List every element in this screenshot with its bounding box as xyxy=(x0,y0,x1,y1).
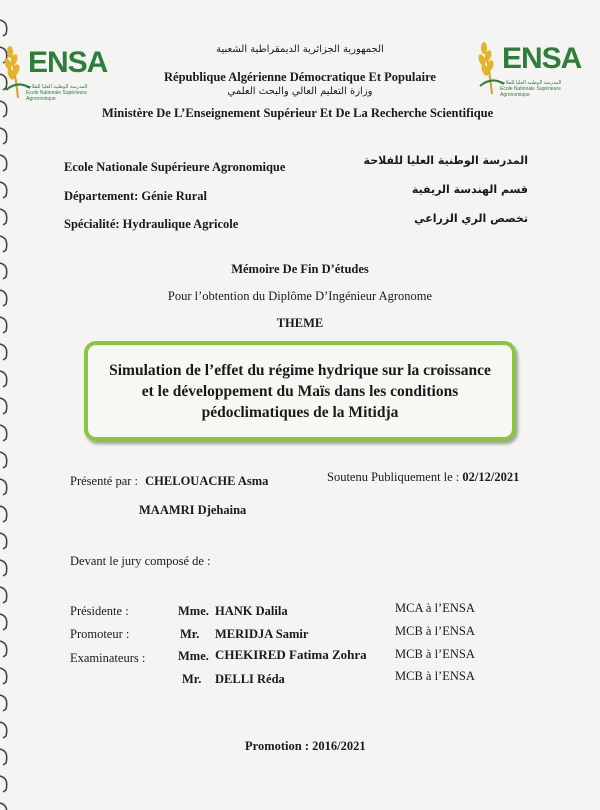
jury-grade: MCB à l’ENSA xyxy=(395,669,475,683)
spiral-loop xyxy=(0,668,7,684)
jury-title: Mr. xyxy=(180,627,200,641)
spiral-loop xyxy=(0,506,7,522)
spiral-loop xyxy=(0,155,7,171)
logo-subtitle: المدرسة الوطنية العليا للفلاحة Ecole Nationale Supérieure Agronomique xyxy=(500,80,562,98)
jury-name: HANK Dalila xyxy=(215,604,288,618)
school-name: Ecole Nationale Supérieure Agronomique xyxy=(64,160,286,174)
spiral-loop xyxy=(0,533,7,549)
presented-by-label: Présenté par : xyxy=(70,474,139,488)
jury-title: Mme. xyxy=(178,604,209,618)
jury-title: Mr. xyxy=(182,672,202,686)
jury-name: CHEKIRED Fatima Zohra xyxy=(215,647,367,662)
logo-name: ENSA xyxy=(28,46,108,79)
memoire-title: Mémoire De Fin D’études xyxy=(231,262,369,276)
binding-spiral xyxy=(0,0,14,810)
jury-title: Mme. xyxy=(178,649,209,663)
theme-label: THEME xyxy=(276,316,324,330)
specialty-ar: تخصص الري الزراعي xyxy=(414,212,528,225)
spiral-loop xyxy=(0,371,7,387)
defense-info xyxy=(327,470,519,485)
ministry-title: Ministère De L’Enseignement Supérieur Et De La Recherche Scientifique xyxy=(102,106,494,120)
jury-grade: MCB à l’ENSA xyxy=(395,647,475,661)
spiral-loop xyxy=(0,479,7,495)
defense-label: Soutenu Publiquement le : xyxy=(327,470,460,484)
jury-role: Présidente : xyxy=(70,604,129,618)
logo-subtitle: المدرسة الوطنية العليا للفلاحة Ecole Nationale Supérieure Agronomique xyxy=(26,84,88,102)
spiral-loop xyxy=(0,20,7,36)
jury-role: Promoteur : xyxy=(70,627,130,641)
author-1: CHELOUACHE Asma xyxy=(145,474,269,488)
spiral-loop xyxy=(0,803,7,810)
author-2: MAAMRI Djehaina xyxy=(139,503,247,517)
spiral-loop xyxy=(0,425,7,441)
jury-intro: Devant le jury composé de : xyxy=(70,554,211,568)
jury-grade: MCB à l’ENSA xyxy=(395,624,475,638)
spiral-loop xyxy=(0,614,7,630)
department: Département: Génie Rural xyxy=(64,189,208,203)
spiral-loop xyxy=(0,776,7,792)
school-name-ar: المدرسة الوطنية العليا للفلاحة xyxy=(363,154,528,167)
spiral-loop xyxy=(0,101,7,117)
spiral-loop xyxy=(0,722,7,738)
spiral-loop xyxy=(0,587,7,603)
logo-name: ENSA xyxy=(502,42,582,75)
jury-grade: MCA à l’ENSA xyxy=(395,601,475,615)
spiral-loop xyxy=(0,128,7,144)
defense-date: 02/12/2021 xyxy=(462,470,520,484)
jury-name: DELLI Réda xyxy=(215,672,285,686)
spiral-loop xyxy=(0,560,7,576)
arabic-republic: الجمهورية الجزائرية الديمقراطية الشعبية xyxy=(216,44,384,55)
spiral-loop xyxy=(0,695,7,711)
spiral-loop xyxy=(0,236,7,252)
spiral-loop xyxy=(0,344,7,360)
theme-box xyxy=(84,341,516,441)
theme-title: Simulation de l’effet du régime hydrique sur la croissance et le développement du Maïs dans les conditions pédoclimatiques de la Mitidja xyxy=(109,361,491,421)
spiral-loop xyxy=(0,641,7,657)
spiral-loop xyxy=(0,182,7,198)
specialty: Spécialité: Hydraulique Agricole xyxy=(64,217,239,231)
spiral-loop xyxy=(0,398,7,414)
presented-by xyxy=(70,474,268,489)
spiral-loop xyxy=(0,452,7,468)
arabic-ministry: وزارة التعليم العالي والبحث العلمي xyxy=(227,86,373,97)
promotion: Promotion : 2016/2021 xyxy=(245,739,366,753)
spiral-loop xyxy=(0,209,7,225)
department-ar: قسم الهندسة الريفية xyxy=(411,183,528,196)
spiral-loop xyxy=(0,749,7,765)
republic-title: République Algérienne Démocratique Et Populaire xyxy=(164,70,436,84)
jury-name: MERIDJA Samir xyxy=(215,627,309,641)
jury-role: Examinateurs : xyxy=(70,651,146,665)
diploma-purpose: Pour l’obtention du Diplôme D’Ingénieur Agronome xyxy=(167,289,433,303)
